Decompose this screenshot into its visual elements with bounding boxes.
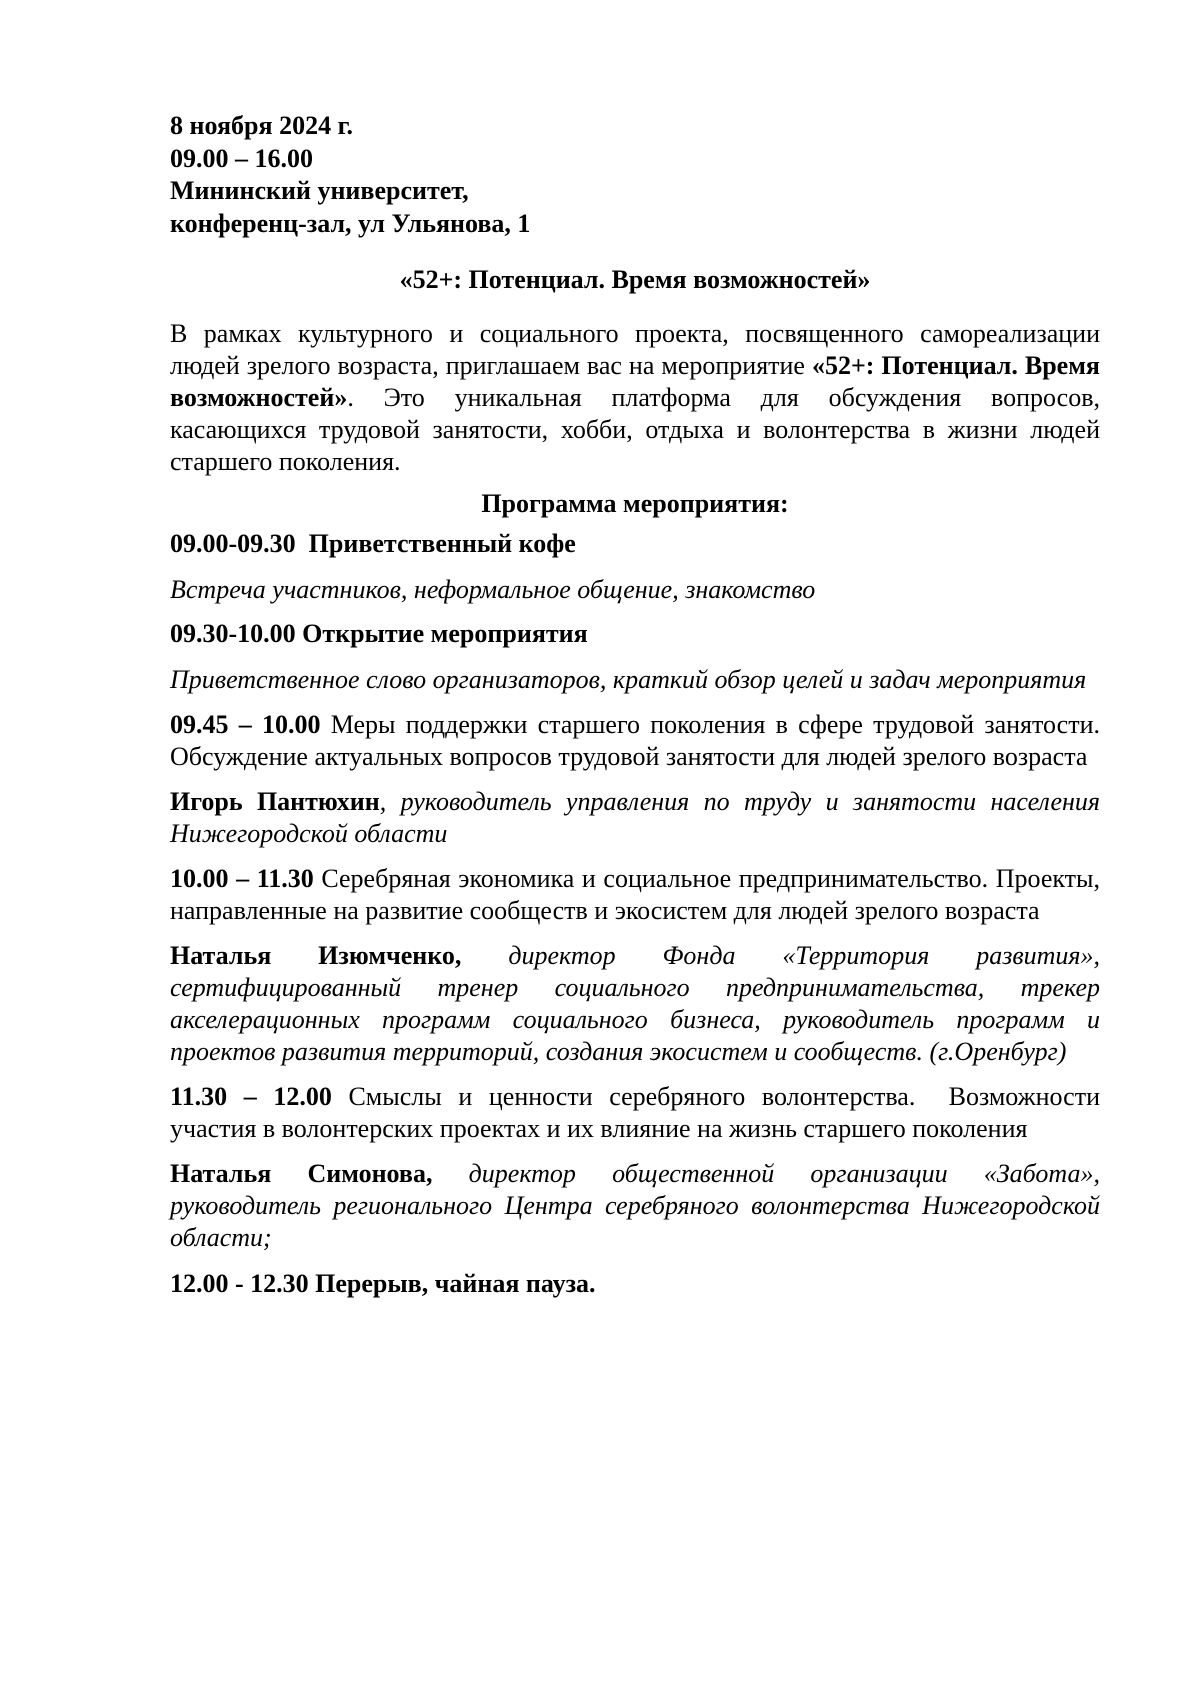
talk-text: Меры поддержки старшего поколения в сфере трудовой занятости. Обсуждение актуальных вопросов трудовой занятости для людей зрелого возраста [170, 710, 1100, 771]
intro-bold-title: «52+: Потенциал. Время возможностей» [170, 351, 1100, 412]
speaker-description: директор общественной организации «Забота», руководитель регионального Центра серебряного волонтерства Нижегородской области; [170, 1159, 1100, 1252]
speaker-name: Наталья Изюмченко, [170, 941, 462, 970]
speaker-simonova [170, 1158, 1100, 1254]
talk-time: 09.45 – 10.00 [170, 710, 321, 739]
speaker-pantyukhin [170, 786, 1100, 850]
speaker-name: Игорь Пантюхин [170, 787, 380, 816]
program-title: Программа мероприятия: [481, 489, 789, 518]
speaker-description: , руководитель управления по труду и занятости населения Нижегородской области [170, 787, 1100, 848]
talk-time: 10.00 – 11.30 [170, 864, 314, 893]
intro-text-after: . Это уникальная платформа для обсуждения вопросов, касающихся трудовой занятости, хобби, отдыха и волонтерства в жизни людей старшего поколения. [170, 383, 1100, 476]
page-content [170, 110, 1107, 1300]
slot-description-opening: Приветственное слово организаторов, краткий обзор целей и задач мероприятия [170, 665, 1087, 694]
event-date: 8 ноября 2024 г. [170, 111, 353, 140]
talk-text: Серебряная экономика и социальное предпринимательство. Проекты, направленные на развитие сообществ и экосистем для людей зрелого возраста [170, 864, 1100, 925]
talk-employment-support [170, 709, 1100, 773]
intro-text-before: В рамках культурного и социального проекта, посвященного самореализации людей зрелого возраста, приглашаем вас на мероприятие [170, 319, 1100, 380]
slot-description-welcome-coffee: Встреча участников, неформальное общение, знакомство [170, 575, 816, 604]
slot-heading-tea-break: 12.00 - 12.30 Перерыв, чайная пауза. [170, 1269, 596, 1298]
event-title: «52+: Потенциал. Время возможностей» [399, 265, 871, 294]
talk-text: Смыслы и ценности серебряного волонтерства. Возможности участия в волонтерских проектах и их влияние на жизнь старшего поколения [170, 1082, 1107, 1143]
event-time: 09.00 – 16.00 [170, 143, 313, 173]
intro-paragraph [170, 318, 1100, 478]
speaker-description: директор Фонда «Территория развития», сертифицированный тренер социального предпринимательства, трекер акселерационных программ социального бизнеса, руководитель программ и проектов развития территорий, создания экосистем и сообществ. (г.Оренбург) [170, 941, 1100, 1066]
speaker-izyumchenko [170, 940, 1100, 1068]
event-address: конференц-зал, ул Ульянова, 1 [170, 208, 531, 238]
talk-time: 11.30 – 12.00 [170, 1082, 332, 1111]
event-venue: Мининский университет, [170, 176, 469, 205]
event-header [170, 110, 1100, 240]
talk-silver-volunteering [170, 1081, 1107, 1145]
slot-heading-welcome-coffee: 09.00-09.30 Приветственный кофе [170, 529, 576, 558]
slot-heading-opening: 09.30-10.00 Открытие мероприятия [170, 619, 588, 648]
talk-silver-economy [170, 863, 1100, 927]
speaker-name: Наталья Симонова, [170, 1159, 433, 1188]
